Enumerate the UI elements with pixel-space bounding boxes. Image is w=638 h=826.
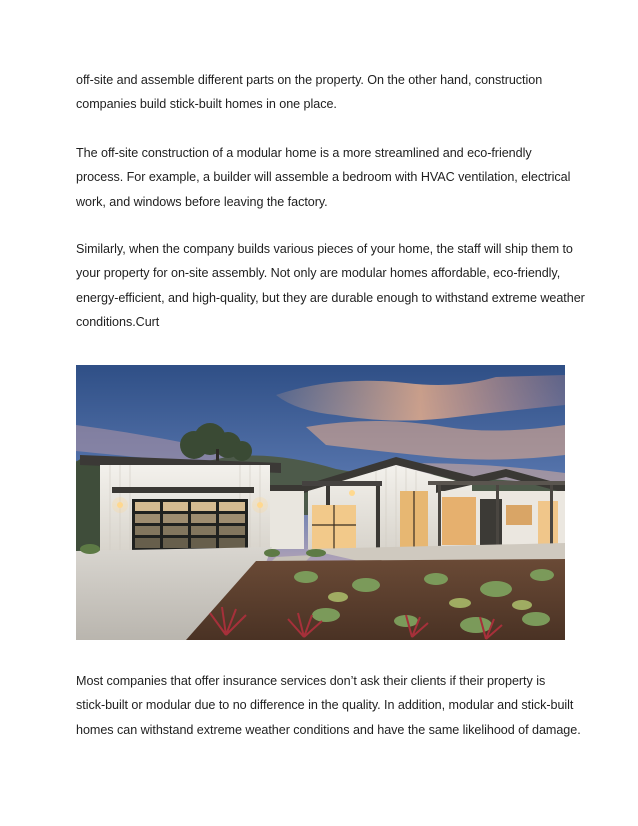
- text-line: process. For example, a builder will assemble a bedroom with HVAC ventilation, electrical: [76, 170, 571, 185]
- text-line: Similarly, when the company builds various pieces of your home, the staff will ship them to: [76, 242, 573, 256]
- text-line: work, and windows before leaving the factory.: [76, 194, 328, 209]
- paragraph-modular-process: [76, 141, 576, 214]
- text-line: homes can withstand extreme weather conditions and have the same likelihood of damage.: [76, 722, 581, 737]
- paragraph-offsite-assembly: [76, 68, 576, 117]
- text-line: conditions.Curt: [76, 314, 160, 329]
- house-illustration: [76, 365, 565, 640]
- text-line: off-site and assemble different parts on the property. On the other hand, construction: [76, 73, 543, 87]
- paragraph-onsite-assembly: [76, 237, 585, 334]
- modular-house-photo: [76, 365, 565, 640]
- paragraph-insurance: [76, 669, 581, 742]
- text-line: your property for on-site assembly. Not only are modular homes affordable, eco-friendly,: [76, 266, 561, 281]
- text-line: stick-built or modular due to no difference in the quality. In addition, modular and stick-built: [76, 698, 574, 713]
- text-line: Most companies that offer insurance services don’t ask their clients if their property is: [76, 674, 546, 688]
- text-line: companies build stick-built homes in one place.: [76, 97, 337, 112]
- text-line: energy-efficient, and high-quality, but they are durable enough to withstand extreme weather: [76, 290, 585, 305]
- text-line: The off-site construction of a modular home is a more streamlined and eco-friendly: [76, 146, 532, 160]
